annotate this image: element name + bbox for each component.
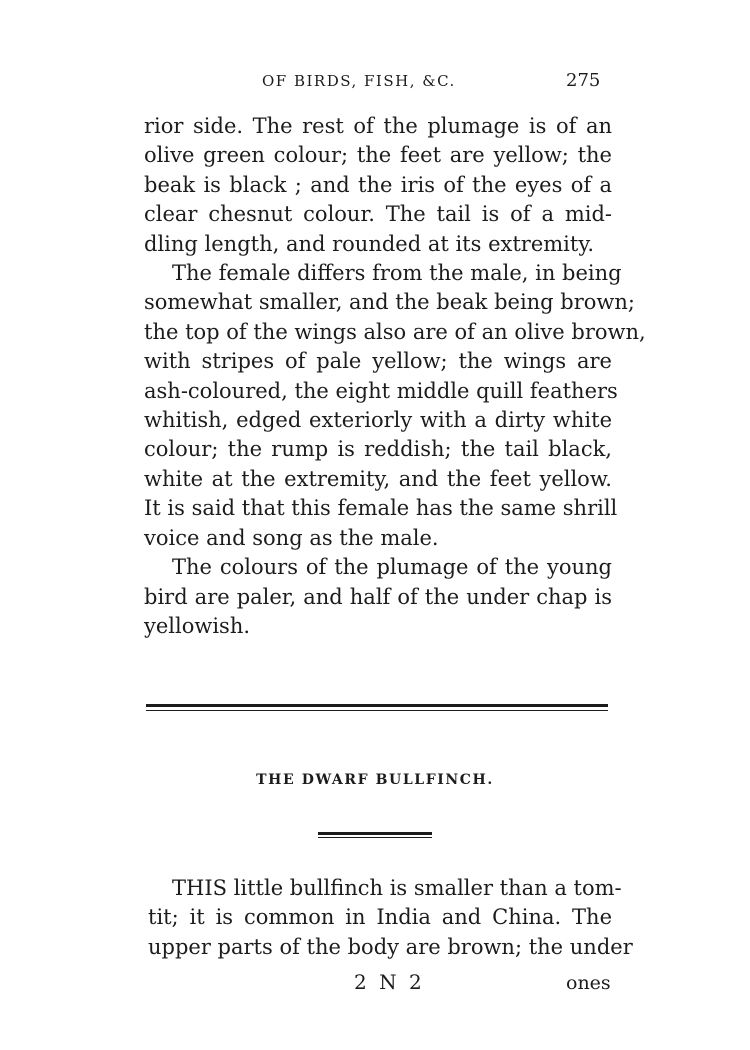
- signature-mark: 2 N 2: [354, 970, 425, 994]
- text-line: olive green colour; the feet are yellow; the: [144, 143, 612, 168]
- section-2-text: [148, 874, 633, 962]
- text-line: with stripes of pale yellow; the wings are: [144, 349, 612, 374]
- text-line: clear chesnut colour. The tail is of a mid-: [144, 202, 612, 227]
- text-line: somewhat smaller, and the beak being brown;: [144, 290, 635, 315]
- title-rule: [318, 832, 432, 838]
- text-line: voice and song as the male.: [144, 525, 439, 550]
- divider-thin-rule: [146, 710, 608, 711]
- text-line: beak is black ; and the iris of the eyes of a: [144, 172, 612, 197]
- section-title: THE DWARF BULLFINCH.: [256, 772, 494, 788]
- title-rule-thin: [318, 837, 432, 838]
- text-line: colour; the rump is reddish; the tail black,: [144, 437, 612, 462]
- title-rule-thick: [318, 832, 432, 835]
- text-line: THIS little bullfinch is smaller than a tom-: [172, 876, 622, 900]
- text-line: yellowish.: [144, 613, 251, 638]
- text-line: the top of the wings also are of an olive brown,: [144, 319, 646, 344]
- text-line: white at the extremity, and the feet yellow.: [144, 466, 612, 491]
- text-line: whitish, edged exteriorly with a dirty white: [144, 408, 612, 433]
- text-line: tit; it is common in India and China. The: [148, 905, 612, 930]
- section-divider: [146, 704, 608, 711]
- text-line: rior side. The rest of the plumage is of an: [144, 114, 612, 138]
- text-line: The female differs from the male, in being: [172, 261, 622, 286]
- text-line: ash-coloured, the eight middle quill feathers: [144, 378, 618, 403]
- catchword: ones: [566, 972, 611, 994]
- text-line: bird are paler, and half of the under chap is: [144, 584, 612, 609]
- text-line: upper parts of the body are brown; the under: [148, 934, 633, 959]
- text-line: It is said that this female has the same shrill: [144, 496, 618, 521]
- text-line: dling length, and rounded at its extremity.: [144, 231, 595, 256]
- text-line: The colours of the plumage of the young: [172, 555, 612, 580]
- section-1-text: [144, 112, 646, 641]
- divider-thick-rule: [146, 704, 608, 707]
- page-number: 275: [566, 70, 601, 91]
- running-head: OF BIRDS, FISH, &C.: [262, 72, 456, 90]
